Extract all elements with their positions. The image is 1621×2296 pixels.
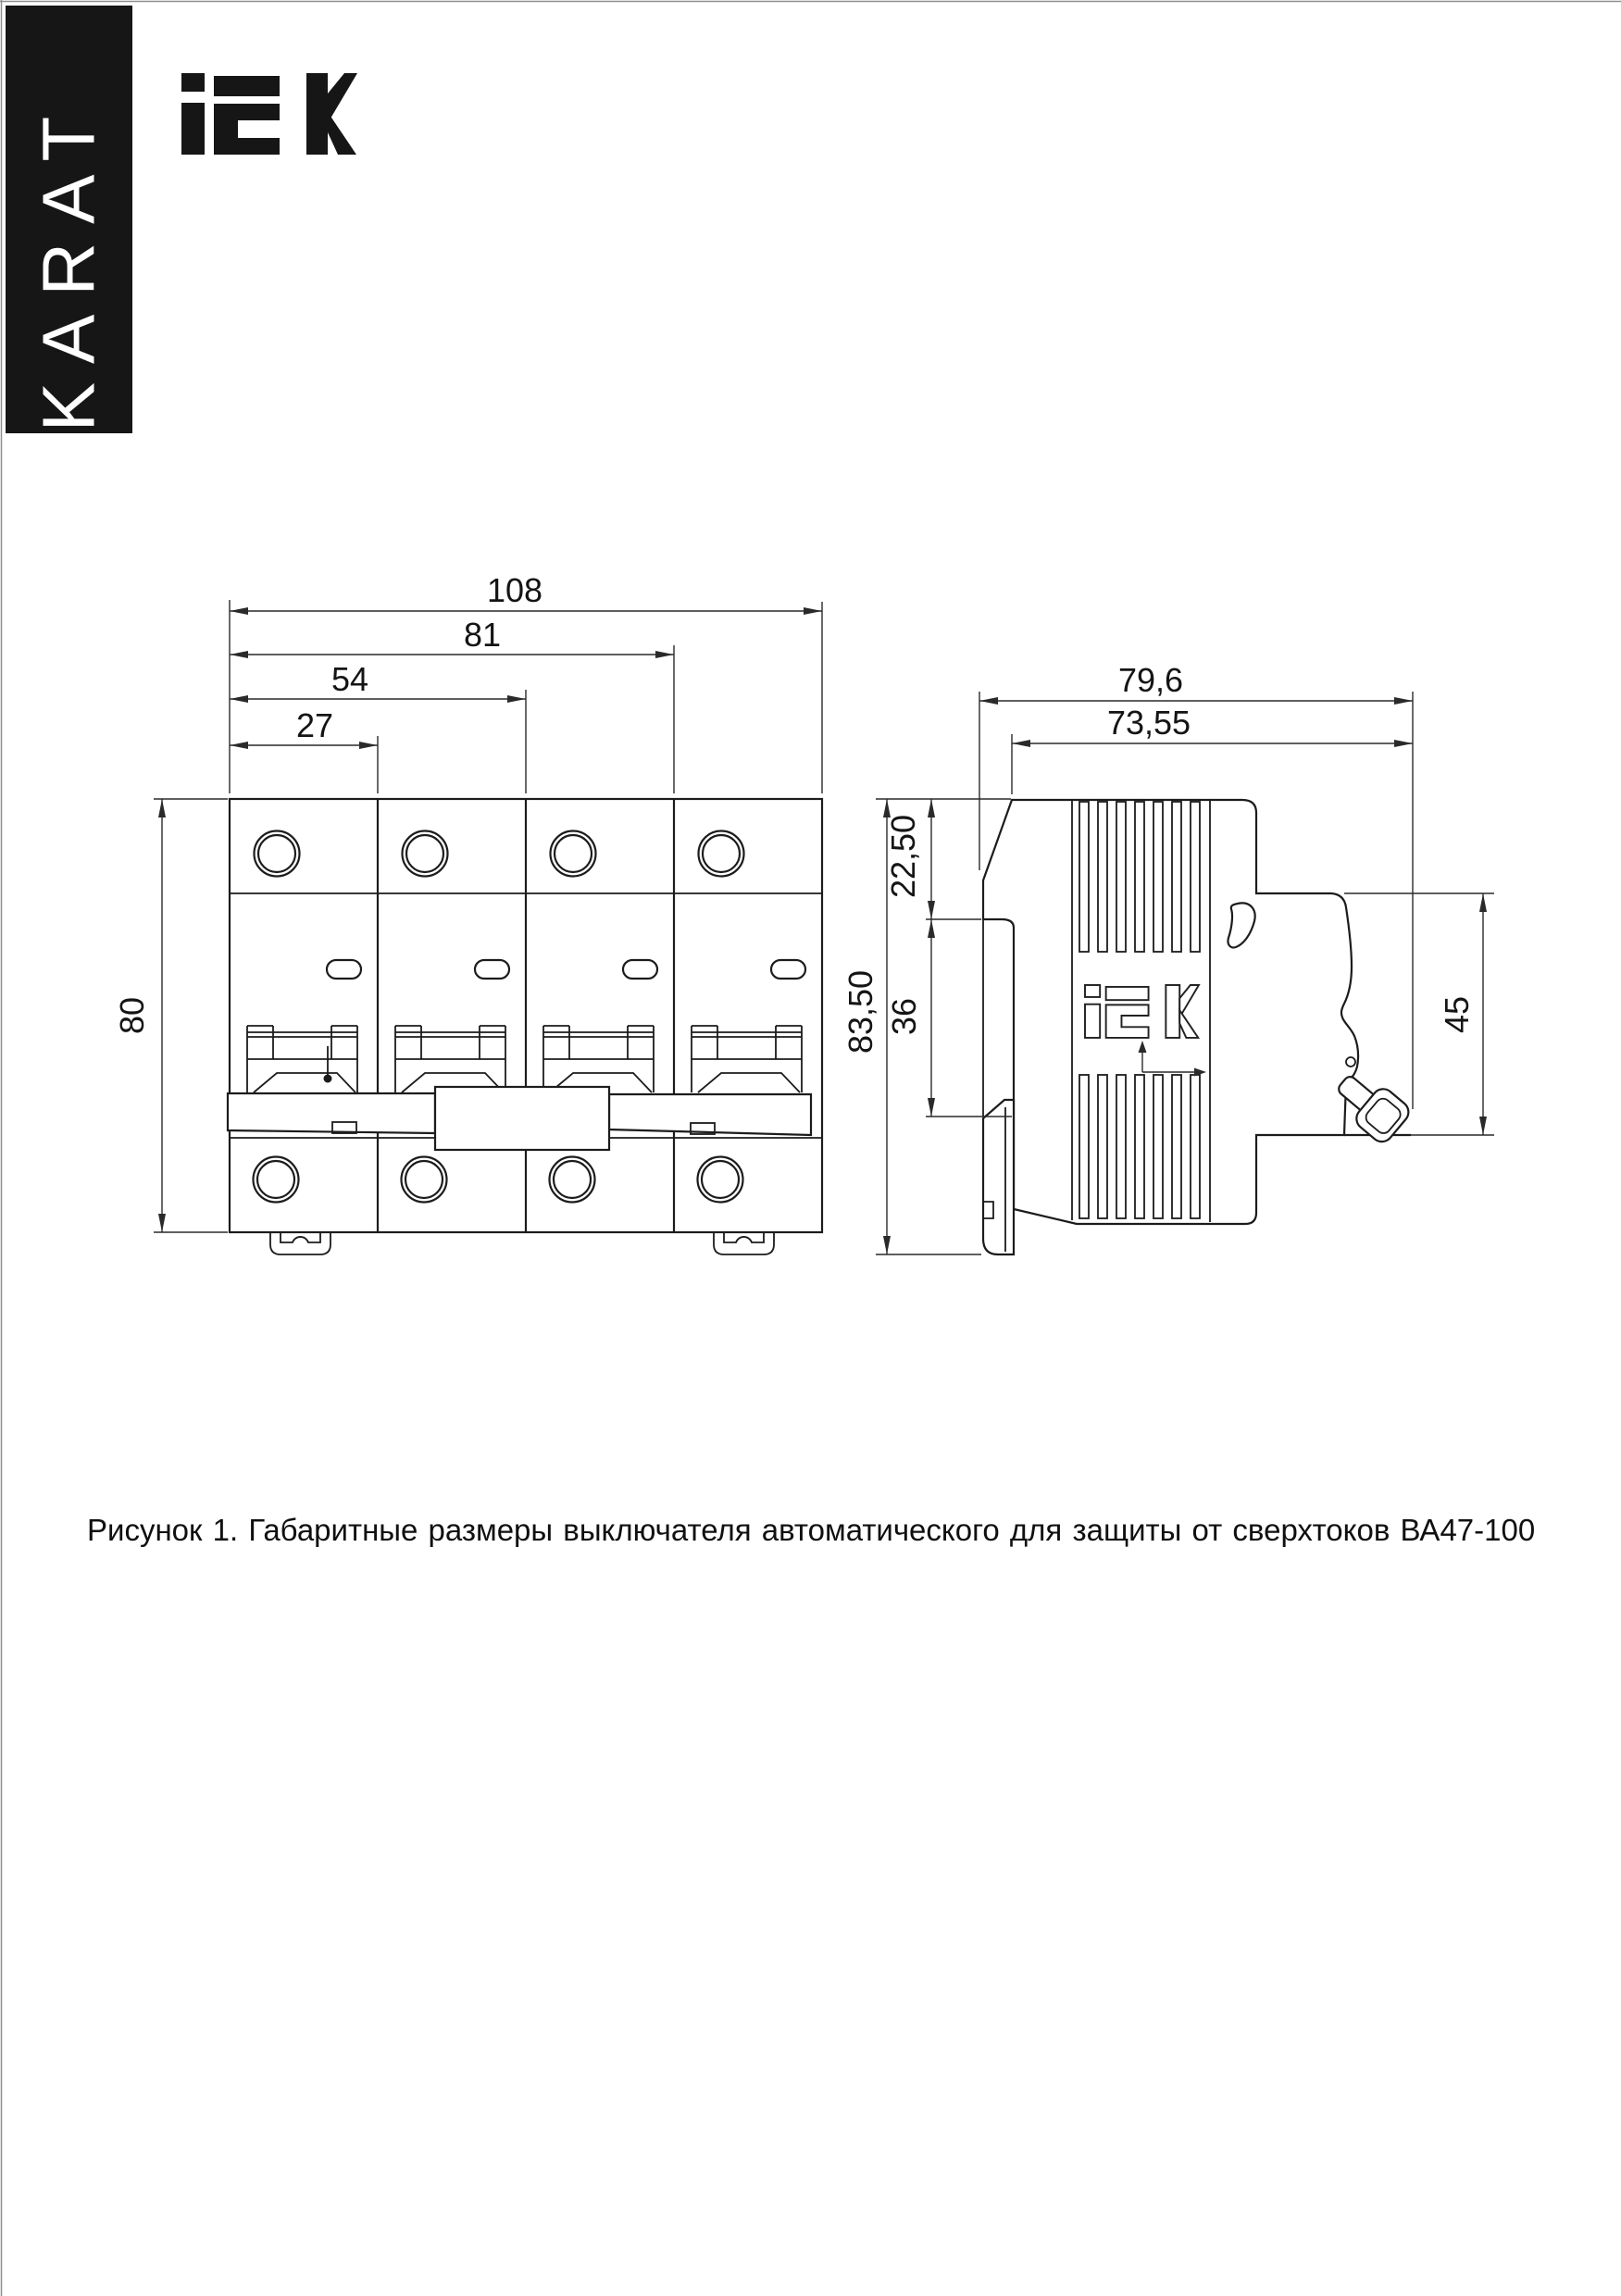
karat-banner: [6, 6, 132, 433]
iek-logo-icon: [181, 73, 357, 155]
din-clip: [983, 1100, 1014, 1254]
mounting-tab-right: [714, 1232, 774, 1254]
dim-label-top-to-din: 22,50: [884, 814, 922, 899]
dim-label-two-pole: 54: [330, 660, 369, 698]
front-view-drawing: [228, 799, 822, 1254]
figure-caption: Рисунок 1. Габаритные размеры выключателя автоматического для защиты от сверхтоков ВА47-100: [87, 1513, 1536, 1547]
dim-label-three-pole: 81: [463, 616, 502, 654]
dim-label-din-recess: 36: [885, 997, 923, 1036]
dim-label-body-depth: 73,55: [1106, 704, 1191, 742]
side-view-drawing: [983, 800, 1413, 1254]
dim-label-total-width: 108: [486, 571, 543, 609]
dim-label-total-depth: 79,6: [1117, 661, 1184, 699]
dim-label-one-pole: 27: [295, 706, 334, 744]
dim-label-front-panel-height: 45: [1438, 995, 1476, 1034]
dim-label-front-height: 80: [113, 996, 151, 1035]
mounting-tab-left: [270, 1232, 330, 1254]
dim-label-side-height: 83,50: [842, 969, 879, 1054]
banner-label: KARAT: [27, 97, 110, 432]
tie-bar-center-block: [435, 1087, 609, 1150]
